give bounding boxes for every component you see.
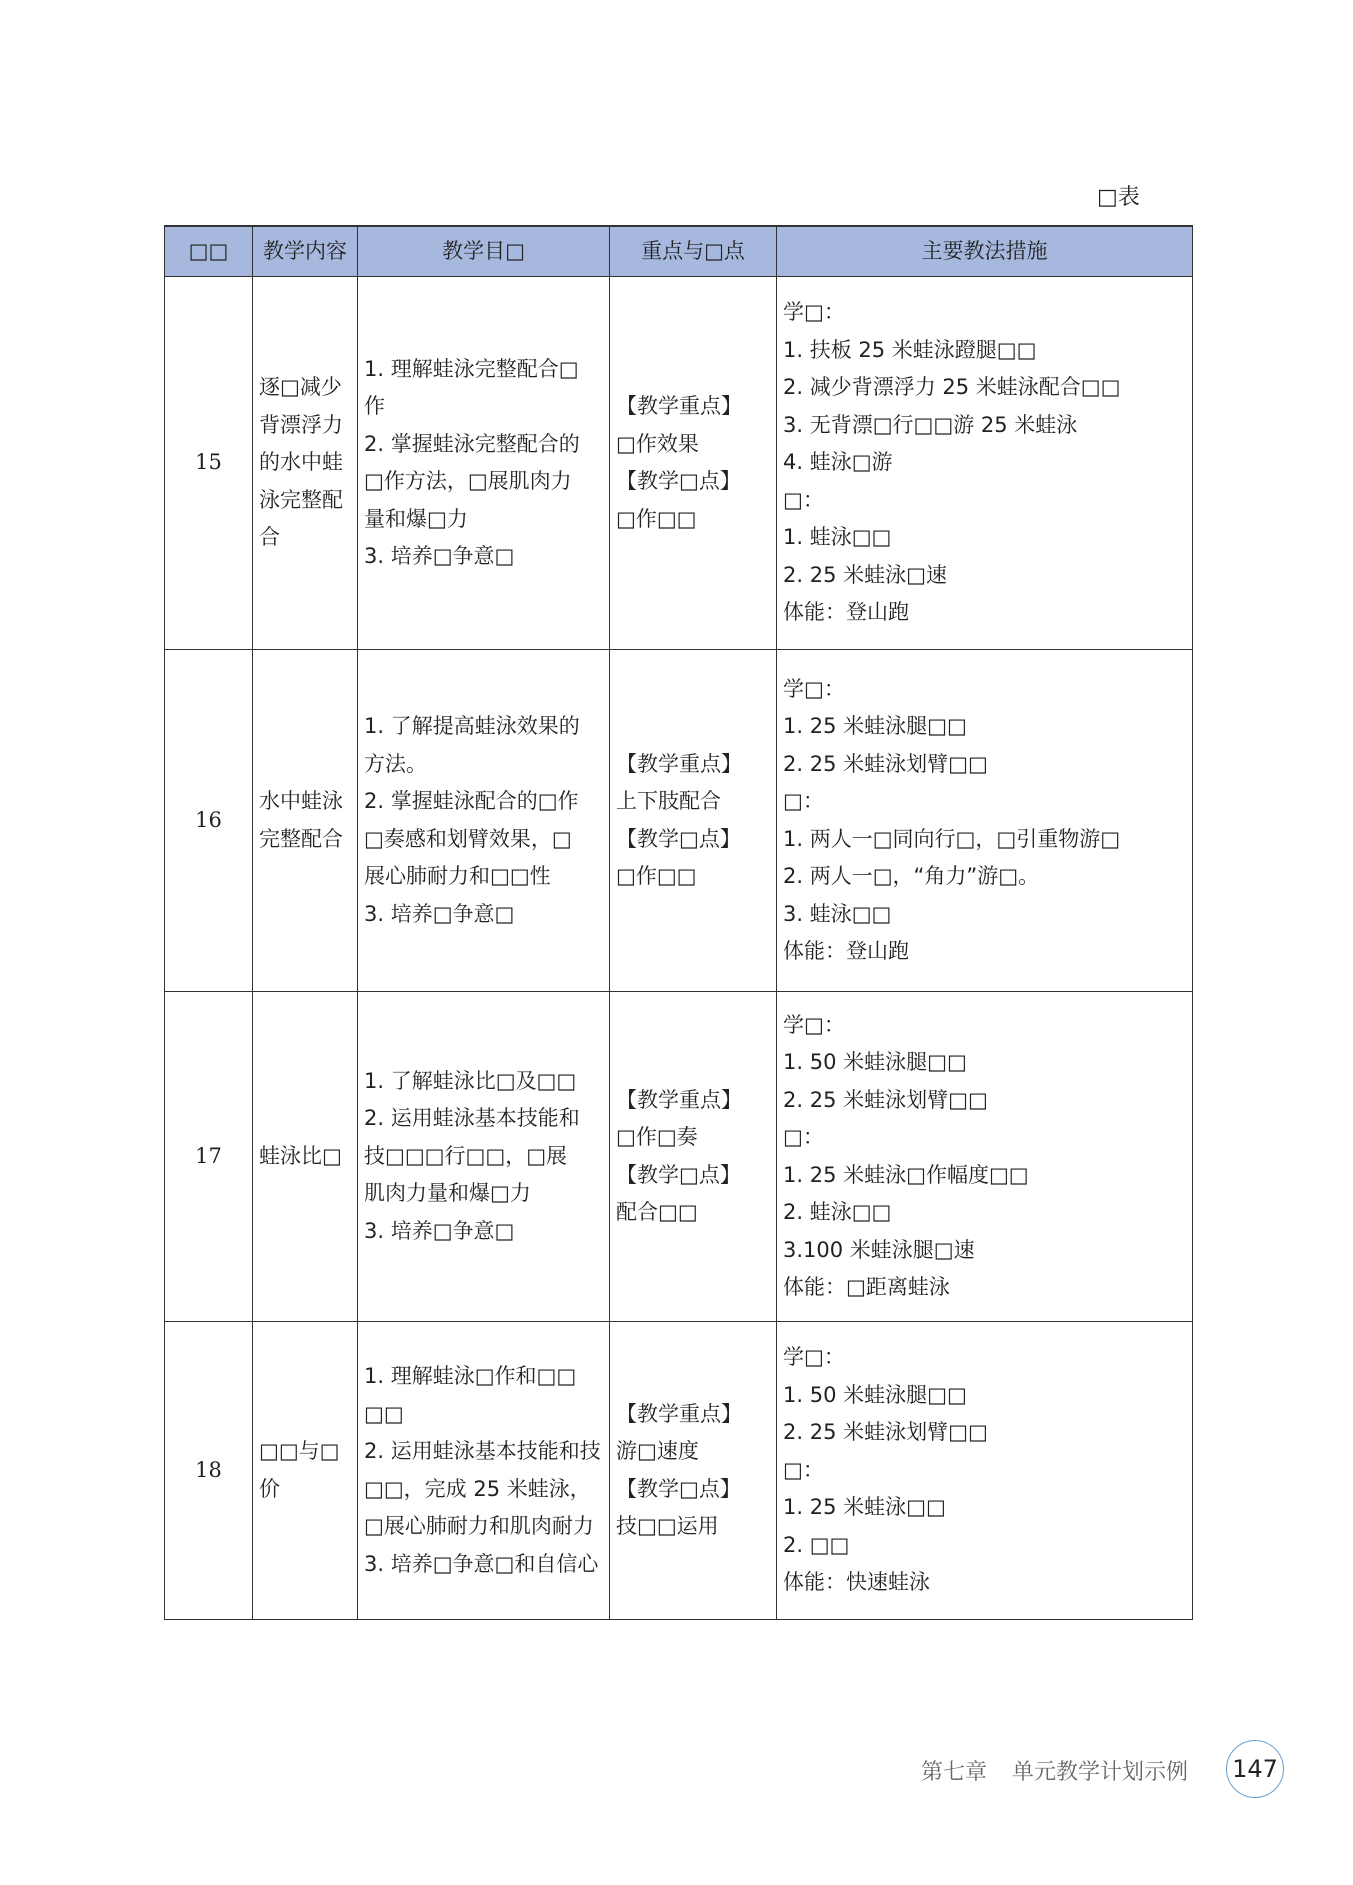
teaching-goals-line: 量和爆□力 (364, 506, 468, 531)
teaching-methods-line: 2. □□ (783, 1532, 850, 1557)
key-points-cell (610, 277, 777, 650)
teaching-content-line: 蛙泳比□ (259, 1143, 342, 1168)
teaching-goals-line: 1. 理解蛙泳□作和□□ (364, 1364, 577, 1388)
key-points-cell (610, 1322, 777, 1620)
teaching-goals-cell (358, 277, 610, 650)
teaching-methods-line: 2. 25 米蛙泳划臂□□ (783, 751, 988, 776)
teaching-goals-cell (358, 1322, 610, 1620)
teaching-goals-line: 方法。 (364, 751, 427, 776)
teaching-content-line: 泳完整配 (259, 487, 343, 512)
table-row (165, 650, 1193, 992)
teaching-methods-line: 2. 减少背漂浮力 25 米蛙泳配合□□ (783, 375, 1121, 400)
teaching-methods-line: 2. 25 米蛙泳划臂□□ (783, 1420, 988, 1445)
key-points-line: 【教学□点】 (616, 826, 741, 851)
header-lesson-number: □□ (165, 226, 253, 277)
table-note: □表 (1097, 185, 1140, 210)
lesson-number: 18 (165, 1322, 253, 1620)
teaching-methods-line: 1. 25 米蛙泳□□ (783, 1495, 946, 1520)
teaching-methods-line: 2. 25 米蛙泳划臂□□ (783, 1087, 988, 1112)
key-points-line: 【教学□点】 (616, 1476, 741, 1501)
teaching-goals-line: 1. 理解蛙泳完整配合□ (364, 356, 579, 381)
teaching-content-cell (253, 277, 358, 650)
teaching-methods-line: 4. 蛙泳□游 (783, 450, 893, 475)
teaching-goals-cell (358, 992, 610, 1322)
key-points-line: □作□奏 (616, 1125, 698, 1149)
header-teaching-goals: 教学目□ (358, 226, 610, 277)
teaching-methods-line: 1. 扶板 25 米蛙泳蹬腿□□ (783, 337, 1037, 362)
teaching-goals-line: 2. 掌握蛙泳配合的□作 (364, 789, 579, 813)
teaching-goals-line: 3. 培养□争意□ (364, 901, 515, 926)
key-points-cell (610, 650, 777, 992)
teaching-goals-line: 2. 掌握蛙泳完整配合的 (364, 431, 580, 456)
chapter-title: 第七章 单元教学计划示例 (921, 1760, 1188, 1785)
key-points-line: 技□□运用 (616, 1514, 719, 1538)
teaching-methods-line: 学□： (783, 1345, 845, 1370)
teaching-goals-line: □作方法，□展肌肉力 (364, 469, 572, 493)
table-row (165, 277, 1193, 650)
page-number: 147 (1226, 1740, 1284, 1798)
teaching-goals-line: 技□□□行□□，□展 (364, 1143, 568, 1168)
teaching-methods-line: □： (783, 1125, 824, 1149)
teaching-goals-line: 展心肺耐力和□□性 (364, 864, 551, 888)
teaching-methods-line: 1. 25 米蛙泳□作幅度□□ (783, 1162, 1029, 1187)
lesson-number: 15 (165, 277, 253, 650)
teaching-goals-line: 1. 了解提高蛙泳效果的 (364, 714, 580, 738)
teaching-goals-line: 3. 培养□争意□ (364, 544, 515, 568)
teaching-goals-line: 2. 运用蛙泳基本技能和技 (364, 1439, 601, 1463)
teaching-content-cell (253, 650, 358, 992)
teaching-goals-line: □奏感和划臂效果，□ (364, 826, 572, 851)
teaching-content-cell (253, 1322, 358, 1620)
teaching-methods-line: 学□： (783, 676, 845, 701)
teaching-methods-line: 1. 50 米蛙泳腿□□ (783, 1382, 967, 1407)
teaching-goals-line: □□，完成 25 米蛙泳， (364, 1476, 591, 1501)
teaching-content-line: 合 (259, 525, 280, 550)
table-row (165, 992, 1193, 1322)
teaching-methods-line: 学□： (783, 300, 845, 325)
teaching-goals-line: 1. 了解蛙泳比□及□□ (364, 1068, 577, 1093)
table-header-row (165, 226, 1193, 277)
teaching-methods-line: 1. 50 米蛙泳腿□□ (783, 1050, 967, 1074)
teaching-methods-cell (777, 650, 1193, 992)
teaching-goals-cell (358, 650, 610, 992)
teaching-methods-line: □： (783, 487, 824, 512)
teaching-content-line: □□与□ (259, 1439, 340, 1463)
teaching-methods-line: 2. 两人一□，“角力”游□。 (783, 864, 1040, 888)
teaching-methods-line: 体能：登山跑 (783, 939, 909, 963)
key-points-line: 【教学重点】 (616, 1401, 742, 1426)
teaching-methods-line: □： (783, 1457, 824, 1482)
teaching-methods-cell (777, 277, 1193, 650)
lesson-plan-table (164, 225, 1193, 1620)
teaching-content-line: 水中蛙泳 (259, 789, 343, 813)
key-points-cell (610, 992, 777, 1322)
key-points-line: 上下肢配合 (616, 789, 721, 813)
teaching-methods-cell (777, 992, 1193, 1322)
key-points-line: 配合□□ (616, 1200, 698, 1224)
teaching-methods-line: 体能：登山跑 (783, 600, 909, 625)
teaching-content-line: 背漂浮力 (259, 412, 343, 437)
teaching-methods-line: 1. 蛙泳□□ (783, 525, 892, 550)
header-teaching-content: 教学内容 (253, 226, 358, 277)
teaching-methods-line: 学□： (783, 1012, 845, 1037)
key-points-line: 【教学□点】 (616, 469, 741, 493)
teaching-content-line: 价 (259, 1476, 280, 1501)
key-points-line: 【教学重点】 (616, 751, 742, 776)
teaching-methods-line: 1. 25 米蛙泳腿□□ (783, 714, 967, 738)
lesson-number: 17 (165, 992, 253, 1322)
teaching-content-line: 的水中蛙 (259, 450, 343, 475)
key-points-line: □作□□ (616, 506, 697, 531)
teaching-goals-line: 3. 培养□争意□ (364, 1218, 515, 1243)
key-points-line: 【教学重点】 (616, 394, 742, 418)
key-points-line: □作□□ (616, 864, 697, 888)
key-points-line: 【教学重点】 (616, 1087, 742, 1112)
teaching-methods-line: 1. 两人一□同向行□，□引重物游□ (783, 826, 1121, 851)
teaching-goals-line: □□ (364, 1401, 404, 1426)
key-points-line: 【教学□点】 (616, 1162, 741, 1187)
header-key-points: 重点与□点 (610, 226, 777, 277)
key-points-line: □作效果 (616, 431, 699, 456)
teaching-goals-line: 作 (364, 394, 385, 418)
teaching-goals-line: 2. 运用蛙泳基本技能和 (364, 1106, 580, 1131)
table-row (165, 1322, 1193, 1620)
teaching-goals-line: 3. 培养□争意□和自信心 (364, 1551, 599, 1576)
teaching-methods-cell (777, 1322, 1193, 1620)
teaching-content-line: 逐□减少 (259, 375, 342, 400)
teaching-methods-line: 3.100 米蛙泳腿□速 (783, 1237, 975, 1262)
key-points-line: 游□速度 (616, 1439, 699, 1463)
teaching-content-cell (253, 992, 358, 1322)
teaching-methods-line: 体能：□距离蛙泳 (783, 1275, 950, 1299)
header-teaching-methods: 主要教法措施 (777, 226, 1193, 277)
teaching-goals-line: □展心肺耐力和肌肉耐力 (364, 1514, 594, 1538)
lesson-number: 16 (165, 650, 253, 992)
teaching-methods-line: 3. 无背漂□行□□游 25 米蛙泳 (783, 412, 1078, 437)
teaching-methods-line: □： (783, 789, 824, 813)
teaching-goals-line: 肌肉力量和爆□力 (364, 1181, 531, 1206)
teaching-methods-line: 3. 蛙泳□□ (783, 901, 892, 926)
teaching-methods-line: 2. 蛙泳□□ (783, 1200, 892, 1224)
teaching-methods-line: 体能：快速蛙泳 (783, 1570, 930, 1595)
teaching-methods-line: 2. 25 米蛙泳□速 (783, 562, 947, 587)
teaching-content-line: 完整配合 (259, 826, 343, 851)
